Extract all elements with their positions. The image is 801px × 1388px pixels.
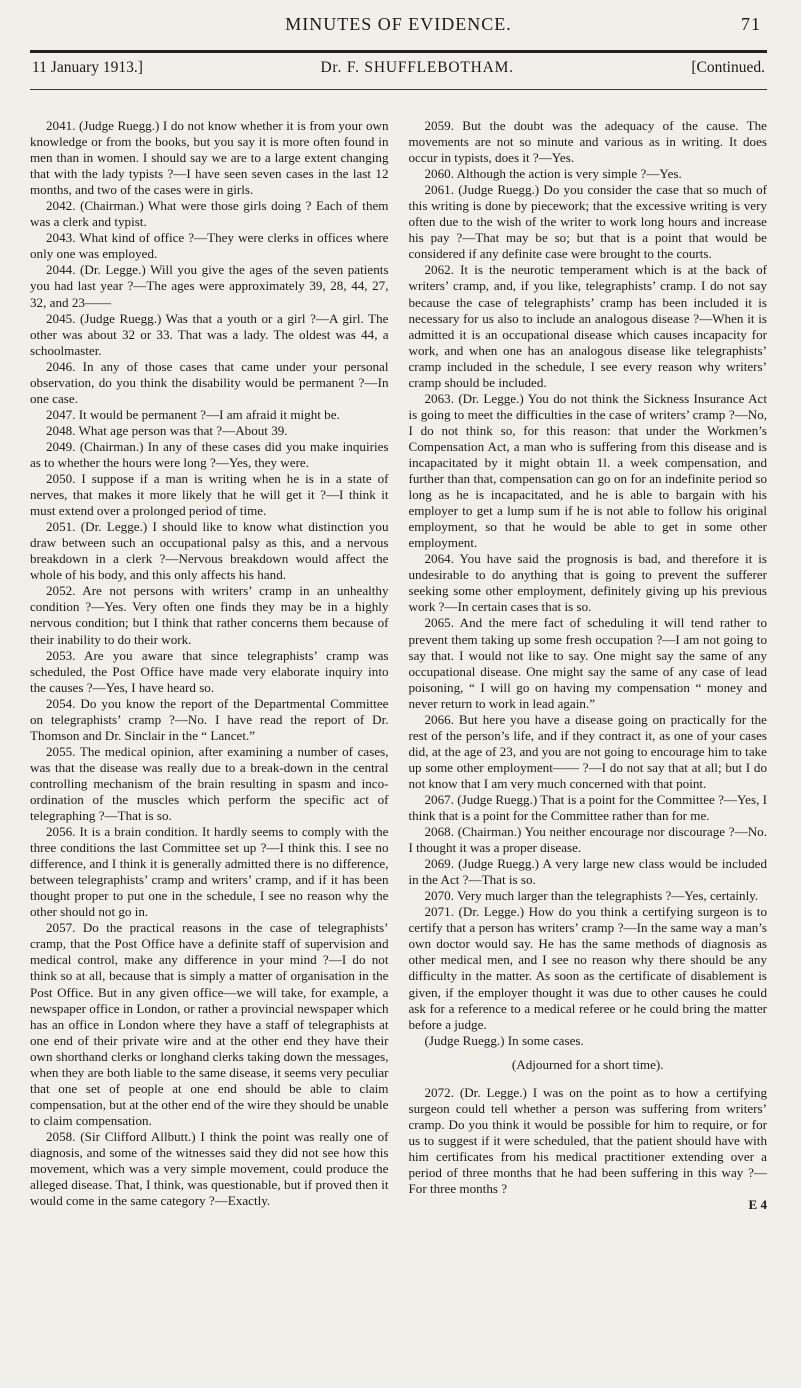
evidence-paragraph: 2070. Very much larger than the telegraphists ?—Yes, certainly. [424, 888, 759, 904]
page-number: 71 [741, 14, 761, 34]
evidence-paragraph: 2058. (Sir Clifford Allbutt.) I think the point was really one of diagnosis, and some of the witnesses said they did not see how this movement, which was a very simple movement, could produce the alleged disease. That, I think, was questionable, but if proved then it would come in the same category ?—Exactly. [30, 1128, 389, 1209]
evidence-paragraph: 2059. But the doubt was the adequacy of the cause. The movements are not so minute and various as in writing. It does occur in typists, does it ?—Yes. [408, 118, 767, 166]
evidence-paragraph: 2054. Do you know the report of the Departmental Committee on telegraphists’ cramp ?—No. I have read the report of Dr. Thomson and Dr. Sinclair in the “ Lancet.” [30, 695, 389, 743]
evidence-paragraph: 2068. (Chairman.) You neither encourage nor discourage ?—No. I thought it was a proper disease. [408, 824, 767, 856]
evidence-paragraph: 2066. But here you have a disease going on practically for the rest of the person’s life, and if they contract it, as one of your cases did, at the age of 23, and you are not going to encourage him to take up some other employment—— ?—I do not say that at all; but I do not know that I am very much concerned with that point. [408, 711, 767, 791]
evidence-paragraph: 2050. I suppose if a man is writing when he is in a state of nerves, that makes it more likely that he will get it ?—I think it must extend over a prolonged period of time. [30, 471, 389, 519]
running-title: MINUTES OF EVIDENCE. [285, 14, 512, 34]
continued-label: [Continued. [691, 59, 765, 76]
evidence-paragraph: 2047. It would be permanent ?—I am afraid it might be. [46, 406, 340, 422]
evidence-paragraph: 2048. What age person was that ?—About 39. [46, 422, 288, 438]
evidence-paragraph: 2062. It is the neurotic temperament which is at the back of writers’ cramp, and, if you like, telegraphists’ cramp. I do not say because the case of telegraphists’ cramp has been included it is necessary for us also to include an analogous disease ?—When it is admitted it is an occupational disease which causes incapacity for work, and when one has an analogous disease like telegraphists’ cramp included in the schedule, I see every reason why writers’ cramp should be included. [408, 262, 767, 390]
right-column-before-adjournment [409, 118, 768, 1049]
subheader-rule [30, 89, 767, 90]
evidence-paragraph: 2063. (Dr. Legge.) You do not think the Sickness Insurance Act is going to meet the difficulties in the case of writers’ cramp ?—No, I do not think so, for this reason: that under the Workmen’s Compensation Act, a man who is suffering from this disease and is incapacitated by it might obtain 1l. a week compensation, and further than that, compensation can go on for an indefinite period so long as he is incapacitated, and he is able to bargain with his employer to get a lump sum if he is not able to follow his original employment, so that he would be able to get in some other employment. [408, 390, 767, 551]
evidence-paragraph: 2041. (Judge Ruegg.) I do not know whether it is from your own knowledge or from the books, but you say it is more often found in men than in women. I should say we are to a large extent changing that with the lady typists ?—I have seen seven cases in the last 12 months, and two of the cases were in girls. [30, 118, 389, 198]
evidence-paragraph: 2056. It is a brain condition. It hardly seems to comply with the three conditions the last Committee set up ?—I think this. I see no difference, and I think it is generally admitted there is no difference, between telegraphists’ cramp and writers’ cramp, and if it has been thought proper to put one in the schedule, I see no reason why the other should not go in. [30, 824, 389, 920]
evidence-paragraph: 2046. In any of those cases that came under your personal observation, do you think the disability would be permanent ?—In one case. [30, 358, 389, 406]
right-column-after-adjournment [409, 1085, 768, 1197]
evidence-paragraph: 2055. The medical opinion, after examining a number of cases, was that the disease was really due to a break-down in the central controlling mechanism of the brain resulting in spasm and inco-ordination of the muscles which perform the specific act of telegraphing ?—That is so. [30, 743, 389, 824]
evidence-paragraph: 2065. And the mere fact of scheduling it will tend rather to prevent them taking up some fresh occupation ?—I am not going to say that. I would not like to say. One might say the same of any occupational disease. One might say the same of any case of lead poisoning, “ I will go on having my compensation “ money and never return to work in lead again.” [408, 615, 767, 711]
evidence-paragraph: 2043. What kind of office ?—They were clerks in offices where only one was employed. [30, 230, 389, 262]
witness-name: Dr. F. SHUFFLEBOTHAM. [320, 59, 514, 76]
evidence-paragraph: (Judge Ruegg.) In some cases. [424, 1032, 584, 1048]
hearing-date: 11 January 1913.] [32, 59, 143, 76]
evidence-paragraph: 2049. (Chairman.) In any of these cases did you make inquiries as to whether the hours were long ?—Yes, they were. [30, 438, 389, 470]
left-column [30, 118, 389, 1372]
text-columns [30, 118, 767, 1372]
subheader [30, 53, 767, 81]
evidence-paragraph: 2061. (Judge Ruegg.) Do you consider the case that so much of this writing is done by piecework; that the excessive writing is very often due to the wish of the writer to work long hours and increase his pay ?—That may be so; but that is a point that would be considered if any definite case were brought to the courts. [408, 182, 767, 262]
evidence-paragraph: 2052. Are not persons with writers’ cramp in an unhealthy condition ?—Yes. Very often one finds they may be in a highly nervous condition; but I think that rather concerns them because of their inability to do their work. [30, 583, 389, 647]
evidence-paragraph: 2069. (Judge Ruegg.) A very large new class would be included in the Act ?—That is so. [408, 856, 767, 888]
evidence-paragraph: 2044. (Dr. Legge.) Will you give the ages of the seven patients you had last year ?—The ages were approximately 39, 28, 44, 27, 32, and 23—— [30, 262, 389, 310]
evidence-paragraph: 2072. (Dr. Legge.) I was on the point as to how a certifying surgeon could tell whether a person was suffering from writers’ cramp. Do you think it would be possible for him to require, or for us to suggest if it were scheduled, that the patient should have with him certificates from his medical practitioner extending over a period of three months that he had been suffering in this way ?—For three months ? [408, 1084, 767, 1197]
evidence-paragraph: 2042. (Chairman.) What were those girls doing ? Each of them was a clerk and typist. [30, 198, 389, 230]
right-column [409, 118, 768, 1372]
evidence-paragraph: 2051. (Dr. Legge.) I should like to know what distinction you draw between such an occupational palsy as this, and a nervous breakdown in a clerk ?—Nervous breakdown would affect the whole of his body, and this only affects his hand. [30, 519, 389, 583]
evidence-paragraph: 2071. (Dr. Legge.) How do you think a certifying surgeon is to certify that a person has writers’ cramp ?—In the same way a man’s own doctor would say. He has the same methods of diagnosis as other medical men, and I see no reason why there should be any difficulty in the matter. As soon as the certificate of disablement is given, if the employer thought it was due to other causes he could ask for a reference to a medical referee or he could bring the matter before a judge. [408, 904, 767, 1032]
running-head [30, 0, 767, 44]
evidence-paragraph: 2064. You have said the prognosis is bad, and therefore it is undesirable to do anything that is going to prevent the sufferer seeking some other employment, definitely giving up his previous work ?—In certain cases that is so. [408, 551, 767, 615]
evidence-paragraph: 2060. Although the action is very simple ?—Yes. [424, 166, 682, 182]
evidence-paragraph: 2045. (Judge Ruegg.) Was that a youth or a girl ?—A girl. The other was about 32 or 33. That was a lady. The oldest was 44, a schoolmaster. [30, 310, 389, 358]
signature-mark: E 4 [748, 1197, 767, 1213]
adjournment-note: (Adjourned for a short time). [511, 1056, 664, 1072]
evidence-paragraph: 2053. Are you aware that since telegraphists’ cramp was scheduled, the Post Office have made very elaborate inquiry into the causes ?—Yes, I have heard so. [30, 647, 389, 695]
evidence-paragraph: 2057. Do the practical reasons in the case of telegraphists’ cramp, that the Post Office have a definite staff of supervision and medical control, make any difference in your mind ?—I do not think so at all, because that is simply a matter of organisation in the Post Office. But in any given office—we will take, for example, a newspaper office in London, or rather a provincial newspaper which has an office in London where they have a staff of telegraphists at one end of their private wire and at the other end they have their own shorthand clerks or longhand clerks taking down the messages, when they are both liable to the same disease, it seems very peculiar that one set of people at one end should be able to claim compensation, but at the other end of the wire they should be unable to claim compensation. [30, 920, 389, 1128]
evidence-paragraph: 2067. (Judge Ruegg.) That is a point for the Committee ?—Yes, I think that is a point for the Committee rather than for me. [408, 791, 767, 824]
